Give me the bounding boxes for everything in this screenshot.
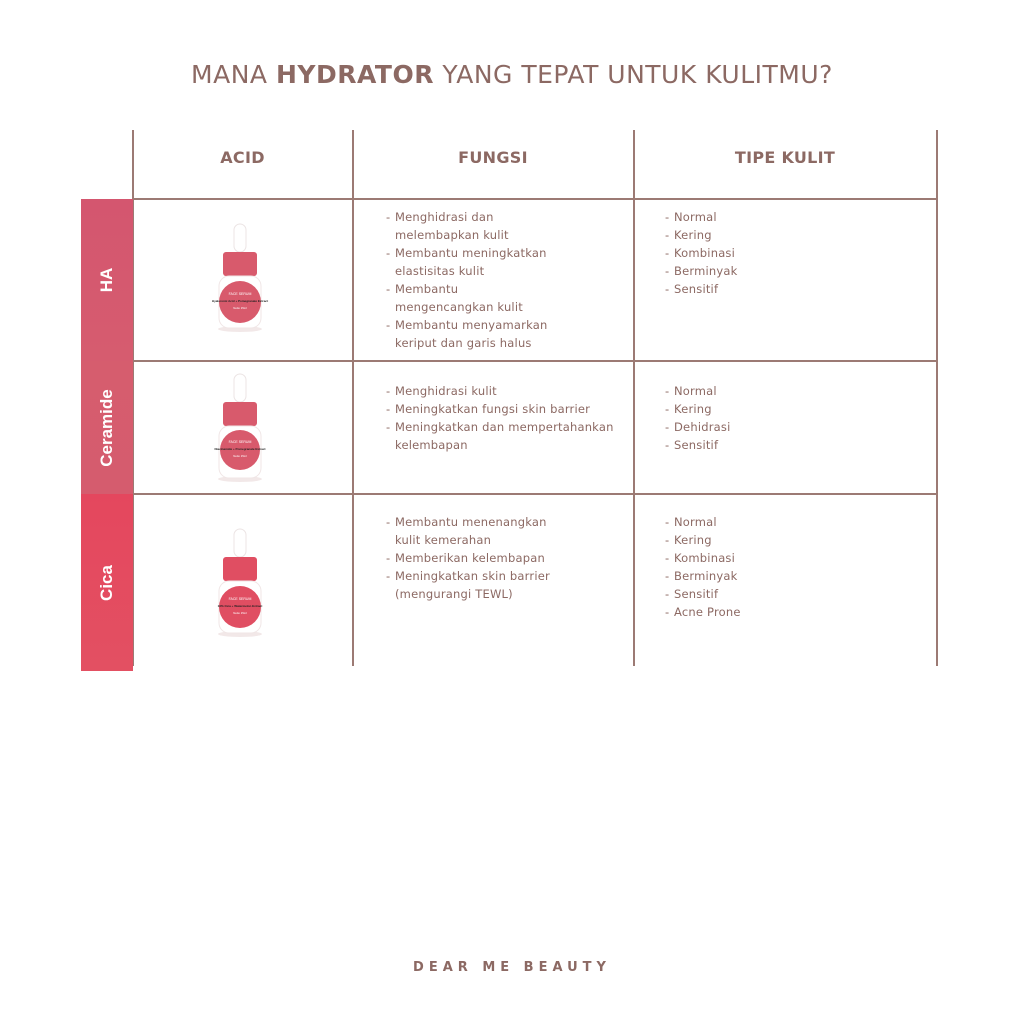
fungsi-text: mengencangkan kulit (395, 300, 523, 314)
table-divider (133, 493, 938, 495)
bottle-label-text: Hyaluronic Acid + Pomegranate Extract (211, 299, 269, 303)
row-label-ha: HA (97, 267, 116, 293)
fungsi-text: Menghidrasi dan (395, 210, 494, 224)
bottle-cap (223, 557, 257, 581)
fungsi-item-continued (386, 226, 547, 244)
fungsi-text: Membantu meningkatkan (395, 246, 547, 260)
fungsi-text: kulit kemerahan (395, 533, 492, 547)
bottle-label-text: 10% Cica + Watermelon Extract (217, 604, 263, 608)
fungsi-text: keriput dan garis halus (395, 336, 532, 350)
brand-footer: DEAR ME BEAUTY (413, 960, 611, 975)
serum-bottle-image (205, 527, 275, 637)
fungsi-item (386, 280, 547, 298)
fungsi-item-continued (386, 436, 614, 454)
tipe-list-ha (665, 208, 738, 298)
tipe-list-ceramide (665, 382, 730, 454)
fungsi-text: Menghidrasi kulit (395, 384, 497, 398)
fungsi-item (386, 400, 614, 418)
tipe-item: - Normal (665, 513, 741, 531)
fungsi-list-ha (386, 208, 547, 352)
column-header-acid: ACID (220, 148, 265, 167)
bottle-top-text: FACE SERUM (228, 597, 252, 601)
column-header-fungsi: FUNGSI (458, 148, 528, 167)
fungsi-item (386, 316, 547, 334)
fungsi-item-continued (386, 585, 550, 603)
tipe-item: - Kombinasi (665, 244, 738, 262)
row-label-cica: Cica (97, 564, 116, 601)
tipe-item: - Kering (665, 400, 730, 418)
fungsi-text: elastisitas kulit (395, 264, 485, 278)
bottle-top-text: FACE SERUM (228, 292, 252, 296)
table-divider (352, 130, 354, 666)
bottle-size-text: Netto 15ml (233, 454, 247, 458)
fungsi-list-cica (386, 513, 550, 603)
fungsi-item (386, 208, 547, 226)
fungsi-item (386, 549, 550, 567)
fungsi-item (386, 513, 550, 531)
fungsi-list-ceramide (386, 382, 614, 454)
tipe-item: - Sensitif (665, 280, 738, 298)
tipe-item: - Kering (665, 531, 741, 549)
tipe-item: - Sensitif (665, 585, 741, 603)
bottle-dropper (234, 374, 246, 402)
fungsi-text: Meningkatkan dan mempertahankan (395, 420, 614, 434)
tipe-item: - Dehidrasi (665, 418, 730, 436)
bottle-size-text: Netto 15ml (233, 611, 247, 615)
fungsi-text: kelembapan (395, 438, 468, 452)
fungsi-text: Memberikan kelembapan (395, 551, 545, 565)
table-divider (633, 130, 635, 666)
column-header-tipe-kulit: TIPE KULIT (734, 148, 836, 167)
fungsi-item (386, 382, 614, 400)
fungsi-text: (mengurangi TEWL) (395, 587, 513, 601)
tipe-item: - Berminyak (665, 567, 741, 585)
fungsi-text: Meningkatkan fungsi skin barrier (395, 402, 591, 416)
fungsi-item-continued (386, 531, 550, 549)
bottle-dropper (234, 529, 246, 557)
tipe-list-cica (665, 513, 741, 621)
tipe-item: - Kombinasi (665, 549, 741, 567)
fungsi-text: Membantu menyamarkan (395, 318, 548, 332)
table-divider (133, 198, 938, 200)
row-header-ha (81, 199, 133, 361)
bottle-cap (223, 402, 257, 426)
bottle-size-text: Netto 15ml (233, 306, 247, 310)
serum-bottle-image (205, 372, 275, 482)
title-suffix: YANG TEPAT UNTUK KULITMU? (433, 60, 833, 89)
tipe-item: - Sensitif (665, 436, 730, 454)
fungsi-text: melembapkan kulit (395, 228, 509, 242)
title-bold: HYDRATOR (275, 60, 434, 89)
fungsi-item (386, 567, 550, 585)
fungsi-item-continued (386, 262, 547, 280)
tipe-item: - Normal (665, 208, 738, 226)
tipe-item: - Kering (665, 226, 738, 244)
bottle-top-text: FACE SERUM (228, 440, 252, 444)
tipe-item: - Normal (665, 382, 730, 400)
row-header-ceramide (81, 361, 133, 494)
bottle-cap (223, 252, 257, 276)
fungsi-item (386, 244, 547, 262)
fungsi-text: Membantu (395, 282, 459, 296)
tipe-item: - Acne Prone (665, 603, 741, 621)
fungsi-text: Meningkatkan skin barrier (395, 569, 550, 583)
row-label-ceramide: Ceramide (97, 388, 116, 467)
bottle-dropper (234, 224, 246, 252)
fungsi-text: Membantu menenangkan (395, 515, 547, 529)
tipe-item: - Berminyak (665, 262, 738, 280)
title-prefix: MANA (191, 60, 276, 89)
fungsi-item (386, 418, 614, 436)
table-divider (936, 130, 938, 666)
fungsi-item-continued (386, 334, 547, 352)
bottle-label-text: Niacinamide + Pomegranate Extract (214, 447, 266, 451)
row-header-cica (81, 494, 133, 671)
fungsi-item-continued (386, 298, 547, 316)
serum-bottle-image (205, 222, 275, 332)
table-divider (133, 360, 938, 362)
